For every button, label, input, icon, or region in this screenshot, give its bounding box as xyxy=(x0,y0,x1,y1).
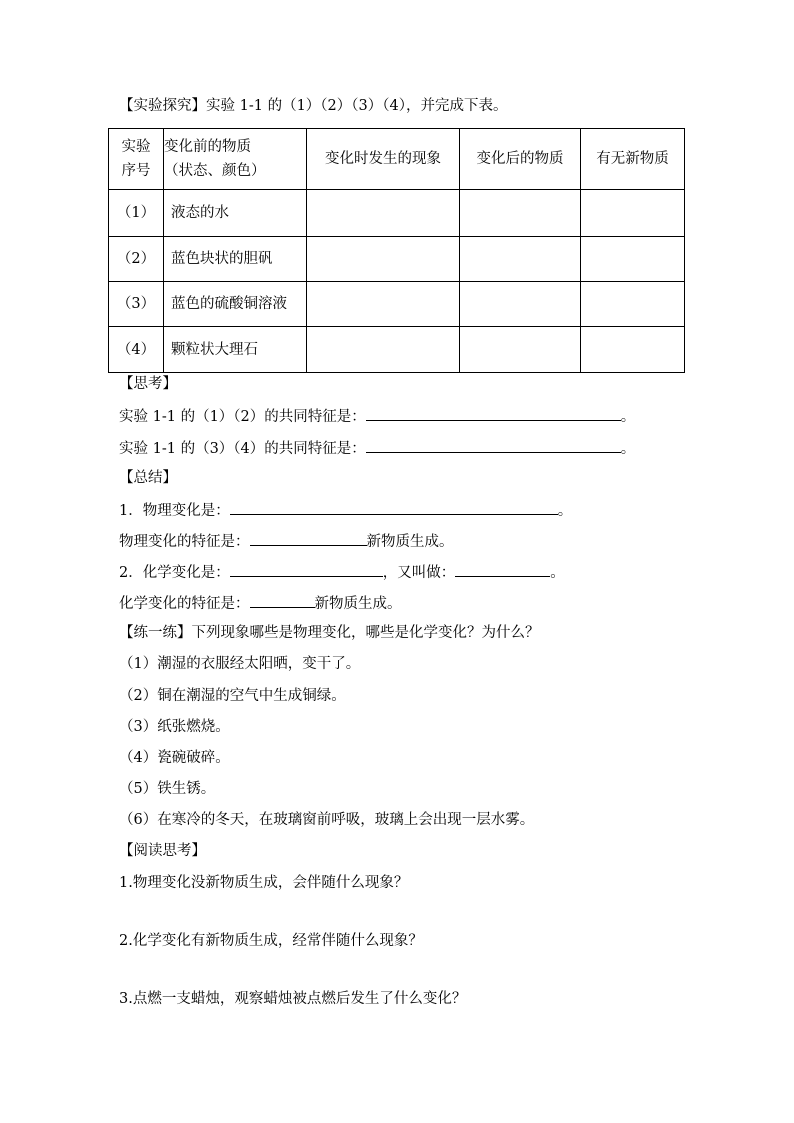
row-phenomenon-cell[interactable] xyxy=(307,190,460,237)
row-phenomenon-cell[interactable] xyxy=(307,237,460,282)
practice-item: （2）铜在潮湿的空气中生成铜绿。 xyxy=(119,688,346,704)
reading-heading: 【阅读思考】 xyxy=(119,843,206,859)
think-question-2: 实验 1-1 的（3）（4）的共同特征是： 。 xyxy=(119,437,635,459)
row-before: 颗粒状大理石 xyxy=(164,327,307,373)
answer-blank[interactable] xyxy=(250,530,367,546)
practice-item: （4）瓷碗破碎。 xyxy=(119,750,230,766)
reading-question: 1.物理变化没新物质生成，会伴随什么现象？ xyxy=(119,875,409,891)
answer-blank[interactable] xyxy=(230,561,383,577)
row-before: 蓝色块状的胆矾 xyxy=(164,237,307,282)
summary-heading: 【总结】 xyxy=(119,470,177,486)
row-new-substance-cell[interactable] xyxy=(581,190,685,237)
intro-text: 【实验探究】实验 1-1 的（1）（2）（3）（4），并完成下表。 xyxy=(119,98,508,114)
row-new-substance-cell[interactable] xyxy=(581,327,685,373)
reading-question: 3.点燃一支蜡烛，观察蜡烛被点燃后发生了什么变化？ xyxy=(119,991,467,1007)
row-after-cell[interactable] xyxy=(460,327,581,373)
summary-chemical-feature: 化学变化的特征是： 新物质生成。 xyxy=(119,592,402,614)
reading-question: 2.化学变化有新物质生成，经常伴随什么现象？ xyxy=(119,933,423,949)
row-before: 蓝色的硫酸铜溶液 xyxy=(164,282,307,327)
row-before: 液态的水 xyxy=(164,190,307,237)
row-after-cell[interactable] xyxy=(460,282,581,327)
practice-item: （5）铁生锈。 xyxy=(119,781,216,797)
header-phenomenon: 变化时发生的现象 xyxy=(307,129,460,190)
answer-blank[interactable] xyxy=(366,405,621,421)
practice-heading: 【练一练】下列现象哪些是物理变化，哪些是化学变化？为什么？ xyxy=(119,625,540,641)
row-seq: （4） xyxy=(109,327,164,373)
table-row xyxy=(109,237,685,282)
summary-chemical-def: 2．化学变化是： ，又叫做： 。 xyxy=(119,561,565,583)
answer-blank[interactable] xyxy=(250,592,315,608)
practice-item: （6）在寒冷的冬天，在玻璃窗前呼吸，玻璃上会出现一层水雾。 xyxy=(119,812,535,828)
row-seq: （3） xyxy=(109,282,164,327)
practice-item: （1）潮湿的衣服经太阳晒，变干了。 xyxy=(119,656,361,672)
row-phenomenon-cell[interactable] xyxy=(307,327,460,373)
row-seq: （1） xyxy=(109,190,164,237)
table-row xyxy=(109,190,685,237)
table-header-row xyxy=(109,129,685,190)
row-seq: （2） xyxy=(109,237,164,282)
row-phenomenon-cell[interactable] xyxy=(307,282,460,327)
header-after: 变化后的物质 xyxy=(460,129,581,190)
summary-physical-def: 1．物理变化是： 。 xyxy=(119,499,572,521)
think-heading: 【思考】 xyxy=(119,376,177,392)
think-question-1: 实验 1-1 的（1）（2）的共同特征是： 。 xyxy=(119,405,635,427)
answer-blank[interactable] xyxy=(230,499,558,515)
answer-blank[interactable] xyxy=(455,561,550,577)
experiment-table xyxy=(108,128,685,373)
row-after-cell[interactable] xyxy=(460,237,581,282)
table-row xyxy=(109,282,685,327)
row-new-substance-cell[interactable] xyxy=(581,237,685,282)
summary-physical-feature: 物理变化的特征是： 新物质生成。 xyxy=(119,530,454,552)
practice-item: （3）纸张燃烧。 xyxy=(119,719,230,735)
table-row xyxy=(109,327,685,373)
header-before: 变化前的物质 （状态、颜色） xyxy=(164,129,307,190)
header-seq: 实验 序号 xyxy=(109,129,164,190)
row-after-cell[interactable] xyxy=(460,190,581,237)
row-new-substance-cell[interactable] xyxy=(581,282,685,327)
answer-blank[interactable] xyxy=(366,437,621,453)
header-new-substance: 有无新物质 xyxy=(581,129,685,190)
